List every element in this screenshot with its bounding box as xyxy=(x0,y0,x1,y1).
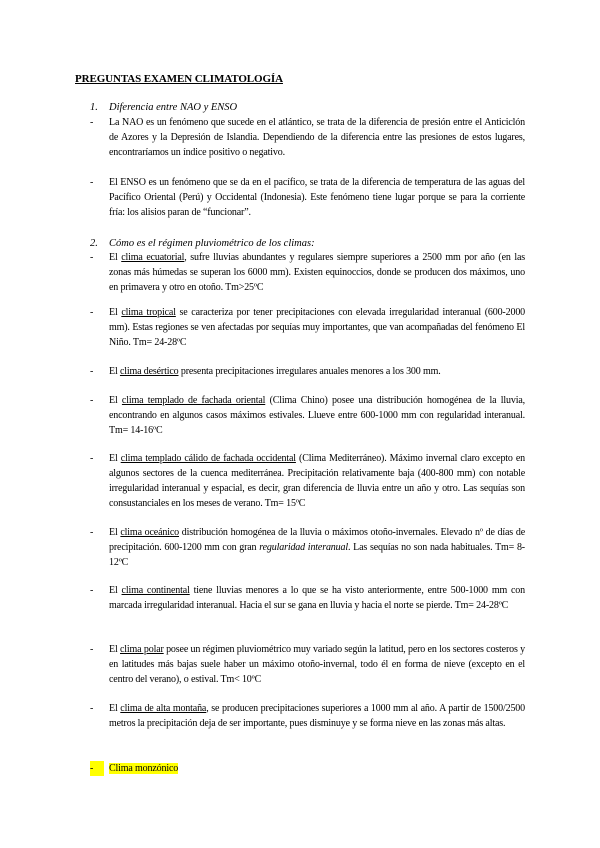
climate-term: clima templado de fachada oriental xyxy=(121,395,266,406)
climate-term: clima templado cálido de fachada occidental xyxy=(120,453,296,464)
item-prefix: El xyxy=(109,585,122,596)
climate-description: presenta precipitaciones irregulares anuales menores a los 300 mm. xyxy=(178,366,441,377)
climate-term: clima desértico xyxy=(119,366,179,377)
climate-description: , sufre lluvias abundantes y regulares siempre superiores a 2500 mm por año (en las zonas más húmedas se superan los 6000 mm). Existen equinoccios, donde se producen dos máximos, uno en primavera y otro en otoño. Tm>25ºC xyxy=(109,252,526,293)
enso-text: El ENSO es un fenómeno que se da en el pacífico, se trata de la diferencia de temperatura de las aguas del Pacífico Oriental (Perú) y Occidental (Indonesia). Este fenómeno tiene lugar porque se para la corriente fría: los alisios paran de “funcionar”. xyxy=(109,177,525,218)
climate-monzonico-highlighted: Clima monzónico xyxy=(109,763,179,774)
climate-polar xyxy=(90,642,525,687)
question-1-text: Diferencia entre NAO y ENSO xyxy=(109,102,238,113)
item-prefix: El xyxy=(109,644,120,655)
bullet-dash: - xyxy=(90,644,94,655)
climate-desertico xyxy=(90,364,525,379)
document-title: PREGUNTAS EXAMEN CLIMATOLOGÍA xyxy=(75,73,283,85)
item-prefix: El xyxy=(109,527,121,538)
question-2-number: 2. xyxy=(90,238,98,249)
climate-fachada-occidental xyxy=(90,451,525,511)
question-1-heading xyxy=(90,100,237,115)
item-prefix: El xyxy=(109,453,121,464)
item-prefix: El xyxy=(109,703,121,714)
item-prefix: El xyxy=(109,307,122,318)
climate-term: clima ecuatorial xyxy=(121,252,185,263)
bullet-dash-highlighted: - xyxy=(90,761,104,776)
climate-oceanico xyxy=(90,525,525,570)
bullet-dash: - xyxy=(90,703,94,714)
climate-term: clima continental xyxy=(121,585,190,596)
climate-description: (Clima Chino) posee una distribución homogénea de la lluvia, encontrando en algunos casos máximos estivales. Llueve entre 600-1000 mm con regularidad interanual. Tm= 14-16ºC xyxy=(109,395,526,436)
climate-description: se caracteriza por tener precipitaciones con elevada irregularidad interanual (600-2000 mm). Estas regiones se ven afectadas por sequías muy importantes, que van acompañadas del fenómeno El Niño. Tm= 24-28ºC xyxy=(109,307,526,348)
bullet-dash: - xyxy=(90,585,94,596)
bullet-dash: - xyxy=(90,366,94,377)
question-2-heading xyxy=(90,236,315,251)
climate-description: distribución homogénea de la lluvia o máximos otoño-invernales. Elevado nº de días de precipitación. 600-1200 mm con gran xyxy=(109,527,525,553)
item-prefix: El xyxy=(109,366,120,377)
climate-term: clima tropical xyxy=(121,307,176,318)
bullet-dash: - xyxy=(90,395,94,406)
bullet-dash: - xyxy=(90,252,94,263)
item-prefix: El xyxy=(109,252,122,263)
climate-term: clima polar xyxy=(120,644,164,655)
nao-text: La NAO es un fenómeno que sucede en el atlántico, se trata de la diferencia de presión entre el Anticiclón de Azores y la Depresión de Islandia. Dependiendo de la diferencia entre las presiones de estos lugares, encontraríamos un índice positivo o negativo. xyxy=(109,117,525,158)
bullet-dash: - xyxy=(90,453,94,464)
nao-paragraph xyxy=(90,115,525,160)
climate-description: (Clima Mediterráneo). Máximo invernal claro excepto en algunos sectores de la cuenca mediterránea. Precipitación relativamente baja (400-800 mm) con notable irregularidad interanual y espacial, es decir, gran diferencia de lluvia entre un año y otro. Las sequías son consustanciales en los meses de verano. Tm= 15ºC xyxy=(109,453,525,509)
climate-ecuatorial xyxy=(90,250,525,295)
climate-continental xyxy=(90,583,525,613)
climate-description-end: . Las sequías no son nada habituales. Tm= 8-12ºC xyxy=(109,542,525,568)
climate-fachada-oriental xyxy=(90,393,525,438)
climate-term: clima oceánico xyxy=(120,527,179,538)
climate-tropical xyxy=(90,305,525,350)
bullet-dash: - xyxy=(90,117,94,128)
climate-term: clima de alta montaña xyxy=(120,703,207,714)
question-1-number: 1. xyxy=(90,102,98,113)
bullet-dash: - xyxy=(90,177,94,188)
enso-paragraph xyxy=(90,175,525,220)
bullet-dash: - xyxy=(90,527,94,538)
bullet-dash: - xyxy=(90,307,94,318)
climate-alta-montana xyxy=(90,701,525,731)
climate-monzonico xyxy=(90,761,525,776)
item-prefix: El xyxy=(109,395,122,406)
climate-description: tiene lluvias menores a lo que se ha visto anteriormente, entre 500-1000 mm con marcada irregularidad interanual. Hacia el sur se gana en lluvia y hacia el norte se pierde. Tm= 24-28ºC xyxy=(109,585,526,611)
climate-description: , se producen precipitaciones superiores a 1000 mm al año. A partir de 1500/2500 metros la precipitación deja de ser importante, pues disminuye y se forma nieve en las zonas más altas. xyxy=(109,703,525,729)
question-2-text: Cómo es el régimen pluviométrico de los climas: xyxy=(109,238,315,249)
italic-phrase: regularidad interanual xyxy=(259,542,348,553)
climate-description: posee un régimen pluviométrico muy variado según la latitud, pero en los sectores costeros y en latitudes más bajas suele haber un máximo otoño-invernal, todo él en forma de nieve (excepto en el centro del verano), o estival. Tm< 10ºC xyxy=(109,644,525,685)
